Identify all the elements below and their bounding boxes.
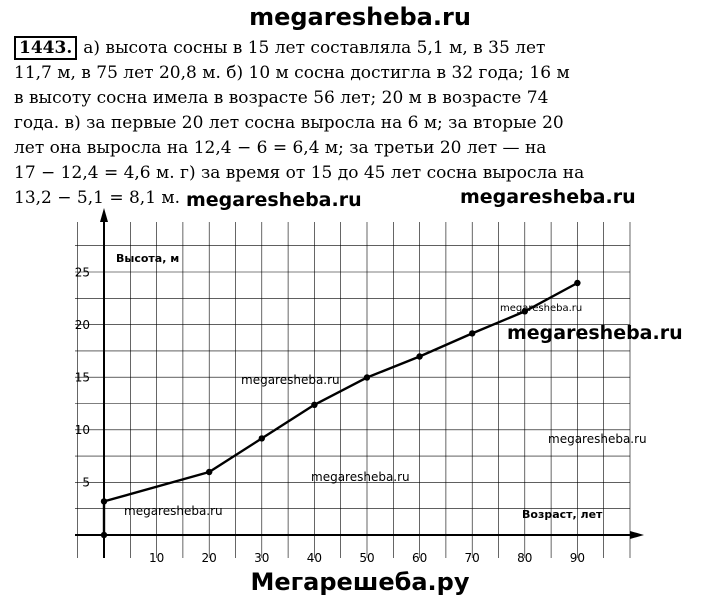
- x-axis-label: Возраст, лет: [522, 508, 603, 521]
- watermark-bottom: Мегарешеба.ру: [250, 568, 470, 596]
- data-point: [101, 532, 107, 538]
- watermark-chart-right: megaresheba.ru: [507, 322, 683, 344]
- watermark-chart-mid: megaresheba.ru: [241, 373, 340, 387]
- x-tick-label: 20: [201, 551, 217, 565]
- x-tick-label: 60: [411, 551, 428, 565]
- watermark-top: megaresheba.ru: [249, 3, 471, 31]
- data-point: [311, 402, 317, 408]
- y-tick-label: 5: [82, 475, 90, 490]
- x-tick-label: 40: [306, 551, 323, 565]
- problem-line-6: 17 − 12,4 = 4,6 м. г) за время от 15 до 45 лет сосна выросла на: [14, 163, 585, 183]
- x-tick-label: 30: [254, 551, 270, 565]
- problem-line-1-text: а) высота сосны в 15 лет составляла 5,1 м, в 35 лет: [83, 38, 546, 58]
- data-point: [101, 498, 107, 504]
- x-tick-label: 70: [464, 551, 480, 565]
- x-tick-label: 90: [569, 551, 586, 565]
- x-tick-label: 10: [148, 551, 165, 565]
- data-point: [364, 374, 370, 380]
- y-tick-label: 25: [74, 265, 90, 280]
- watermark-text-inline: megaresheba.ru: [186, 189, 362, 211]
- x-axis-arrow: [630, 531, 644, 539]
- data-point: [416, 353, 422, 359]
- data-point: [259, 435, 265, 441]
- y-tick-label: 10: [74, 423, 90, 437]
- y-axis-label: Высота, м: [116, 252, 180, 265]
- problem-line-2: 11,7 м, в 75 лет 20,8 м. б) 10 м сосна достигла в 32 года; 16 м: [14, 63, 570, 83]
- watermark-chart-far-right: megaresheba.ru: [548, 432, 647, 446]
- x-tick-label: 80: [517, 551, 533, 565]
- problem-line-4: года. в) за первые 20 лет сосна выросла на 6 м; за вторые 20: [14, 113, 564, 133]
- problem-line-3: в высоту сосна имела в возрасте 56 лет; 20 м в возрасте 74: [14, 88, 549, 108]
- x-tick-label: 50: [359, 551, 375, 565]
- y-axis-arrow: [100, 208, 108, 222]
- data-point: [206, 469, 212, 475]
- y-tick-label: 15: [74, 370, 90, 385]
- watermark-chart-top-right: megaresheba.ru: [460, 186, 636, 208]
- y-tick-label: 20: [74, 318, 90, 332]
- watermark-chart-center: megaresheba.ru: [311, 470, 410, 484]
- watermark-chart-small: megaresheba.ru: [500, 303, 583, 314]
- problem-line-5: лет она выросла на 12,4 − 6 = 6,4 м; за третьи 20 лет — на: [14, 138, 547, 158]
- problem-line-7: 13,2 − 5,1 = 8,1 м.: [14, 188, 181, 208]
- data-point: [574, 280, 580, 286]
- problem-number: 1443.: [14, 36, 77, 60]
- watermark-chart-bottom-left: megaresheba.ru: [124, 504, 223, 518]
- data-point: [469, 330, 475, 336]
